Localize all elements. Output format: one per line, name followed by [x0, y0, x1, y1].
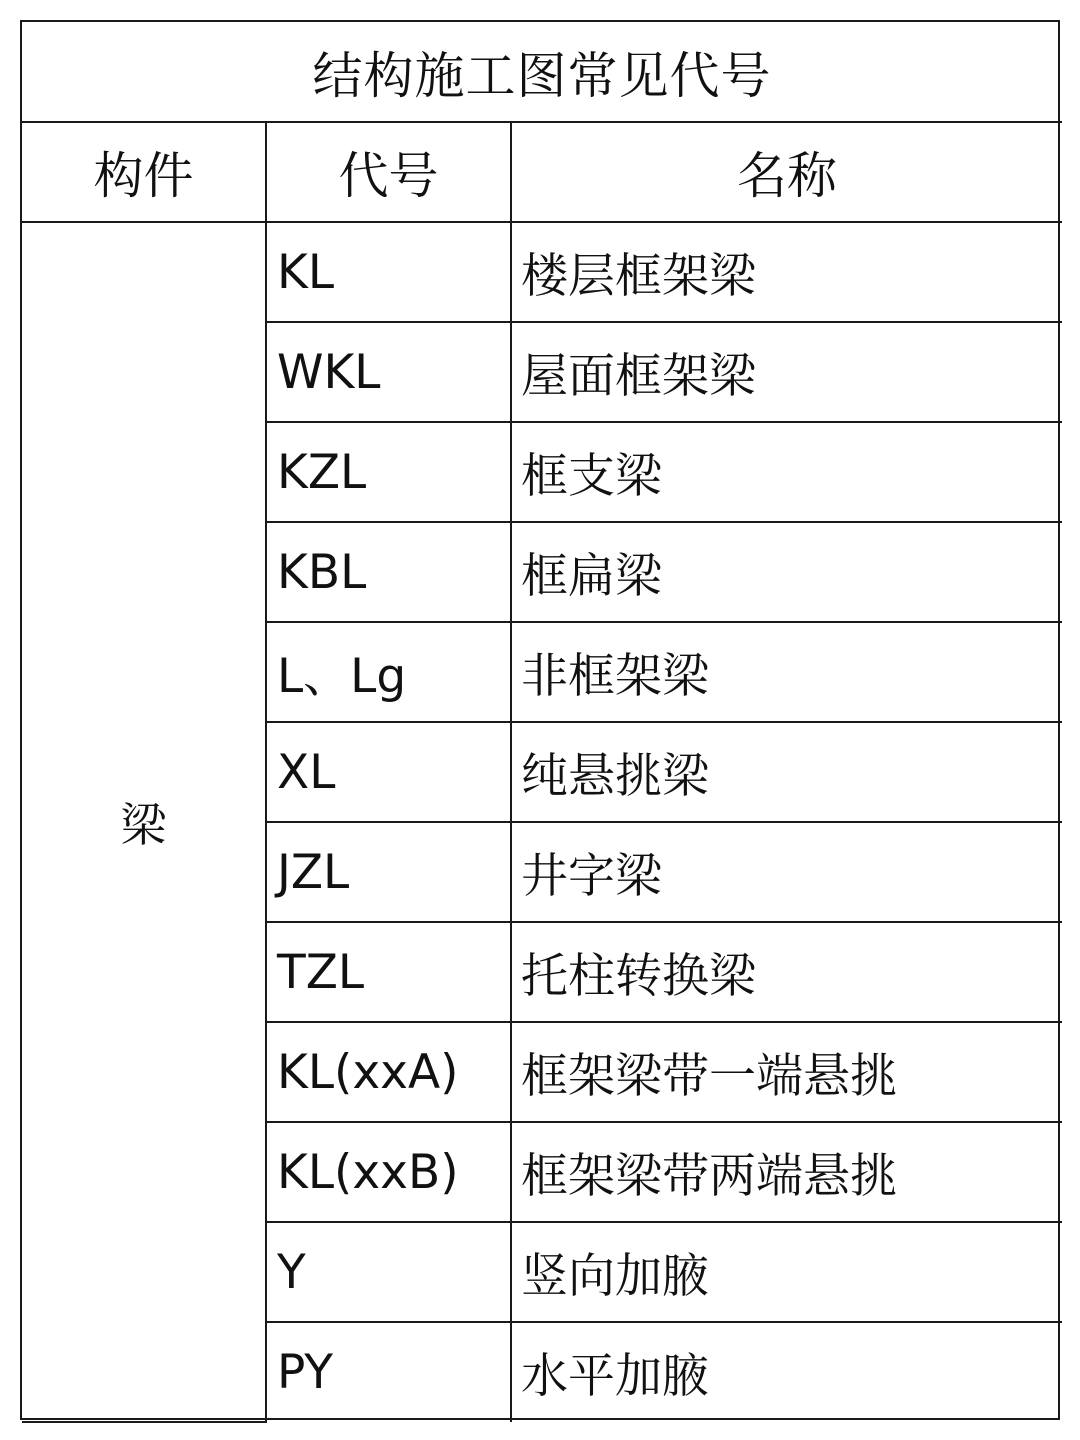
name-cell: 井字梁 — [511, 822, 1062, 922]
code-cell: PY — [266, 1322, 511, 1422]
code-cell: KL — [266, 222, 511, 322]
table-row — [22, 222, 1062, 322]
name-cell: 屋面框架梁 — [511, 322, 1062, 422]
code-cell: KBL — [266, 522, 511, 622]
code-cell: KZL — [266, 422, 511, 522]
group-cell-beam: 梁 — [22, 222, 266, 1422]
name-cell: 非框架梁 — [511, 622, 1062, 722]
code-cell: Y — [266, 1222, 511, 1322]
code-cell: WKL — [266, 322, 511, 422]
code-cell: KL(xxB) — [266, 1122, 511, 1222]
code-cell: L、Lg — [266, 622, 511, 722]
code-cell: KL(xxA) — [266, 1022, 511, 1122]
name-cell: 托柱转换梁 — [511, 922, 1062, 1022]
name-cell: 框支梁 — [511, 422, 1062, 522]
title-row — [22, 22, 1062, 122]
header-name: 名称 — [511, 122, 1062, 222]
header-component: 构件 — [22, 122, 266, 222]
table-title: 结构施工图常见代号 — [22, 22, 1062, 122]
name-cell: 纯悬挑梁 — [511, 722, 1062, 822]
code-cell: XL — [266, 722, 511, 822]
name-cell: 框扁梁 — [511, 522, 1062, 622]
code-cell: TZL — [266, 922, 511, 1022]
name-cell: 水平加腋 — [511, 1322, 1062, 1422]
name-cell: 楼层框架梁 — [511, 222, 1062, 322]
name-cell: 框架梁带一端悬挑 — [511, 1022, 1062, 1122]
code-table-sheet — [20, 20, 1060, 1420]
code-table — [22, 22, 1062, 1423]
header-code: 代号 — [266, 122, 511, 222]
code-cell: JZL — [266, 822, 511, 922]
name-cell: 框架梁带两端悬挑 — [511, 1122, 1062, 1222]
name-cell: 竖向加腋 — [511, 1222, 1062, 1322]
header-row — [22, 122, 1062, 222]
